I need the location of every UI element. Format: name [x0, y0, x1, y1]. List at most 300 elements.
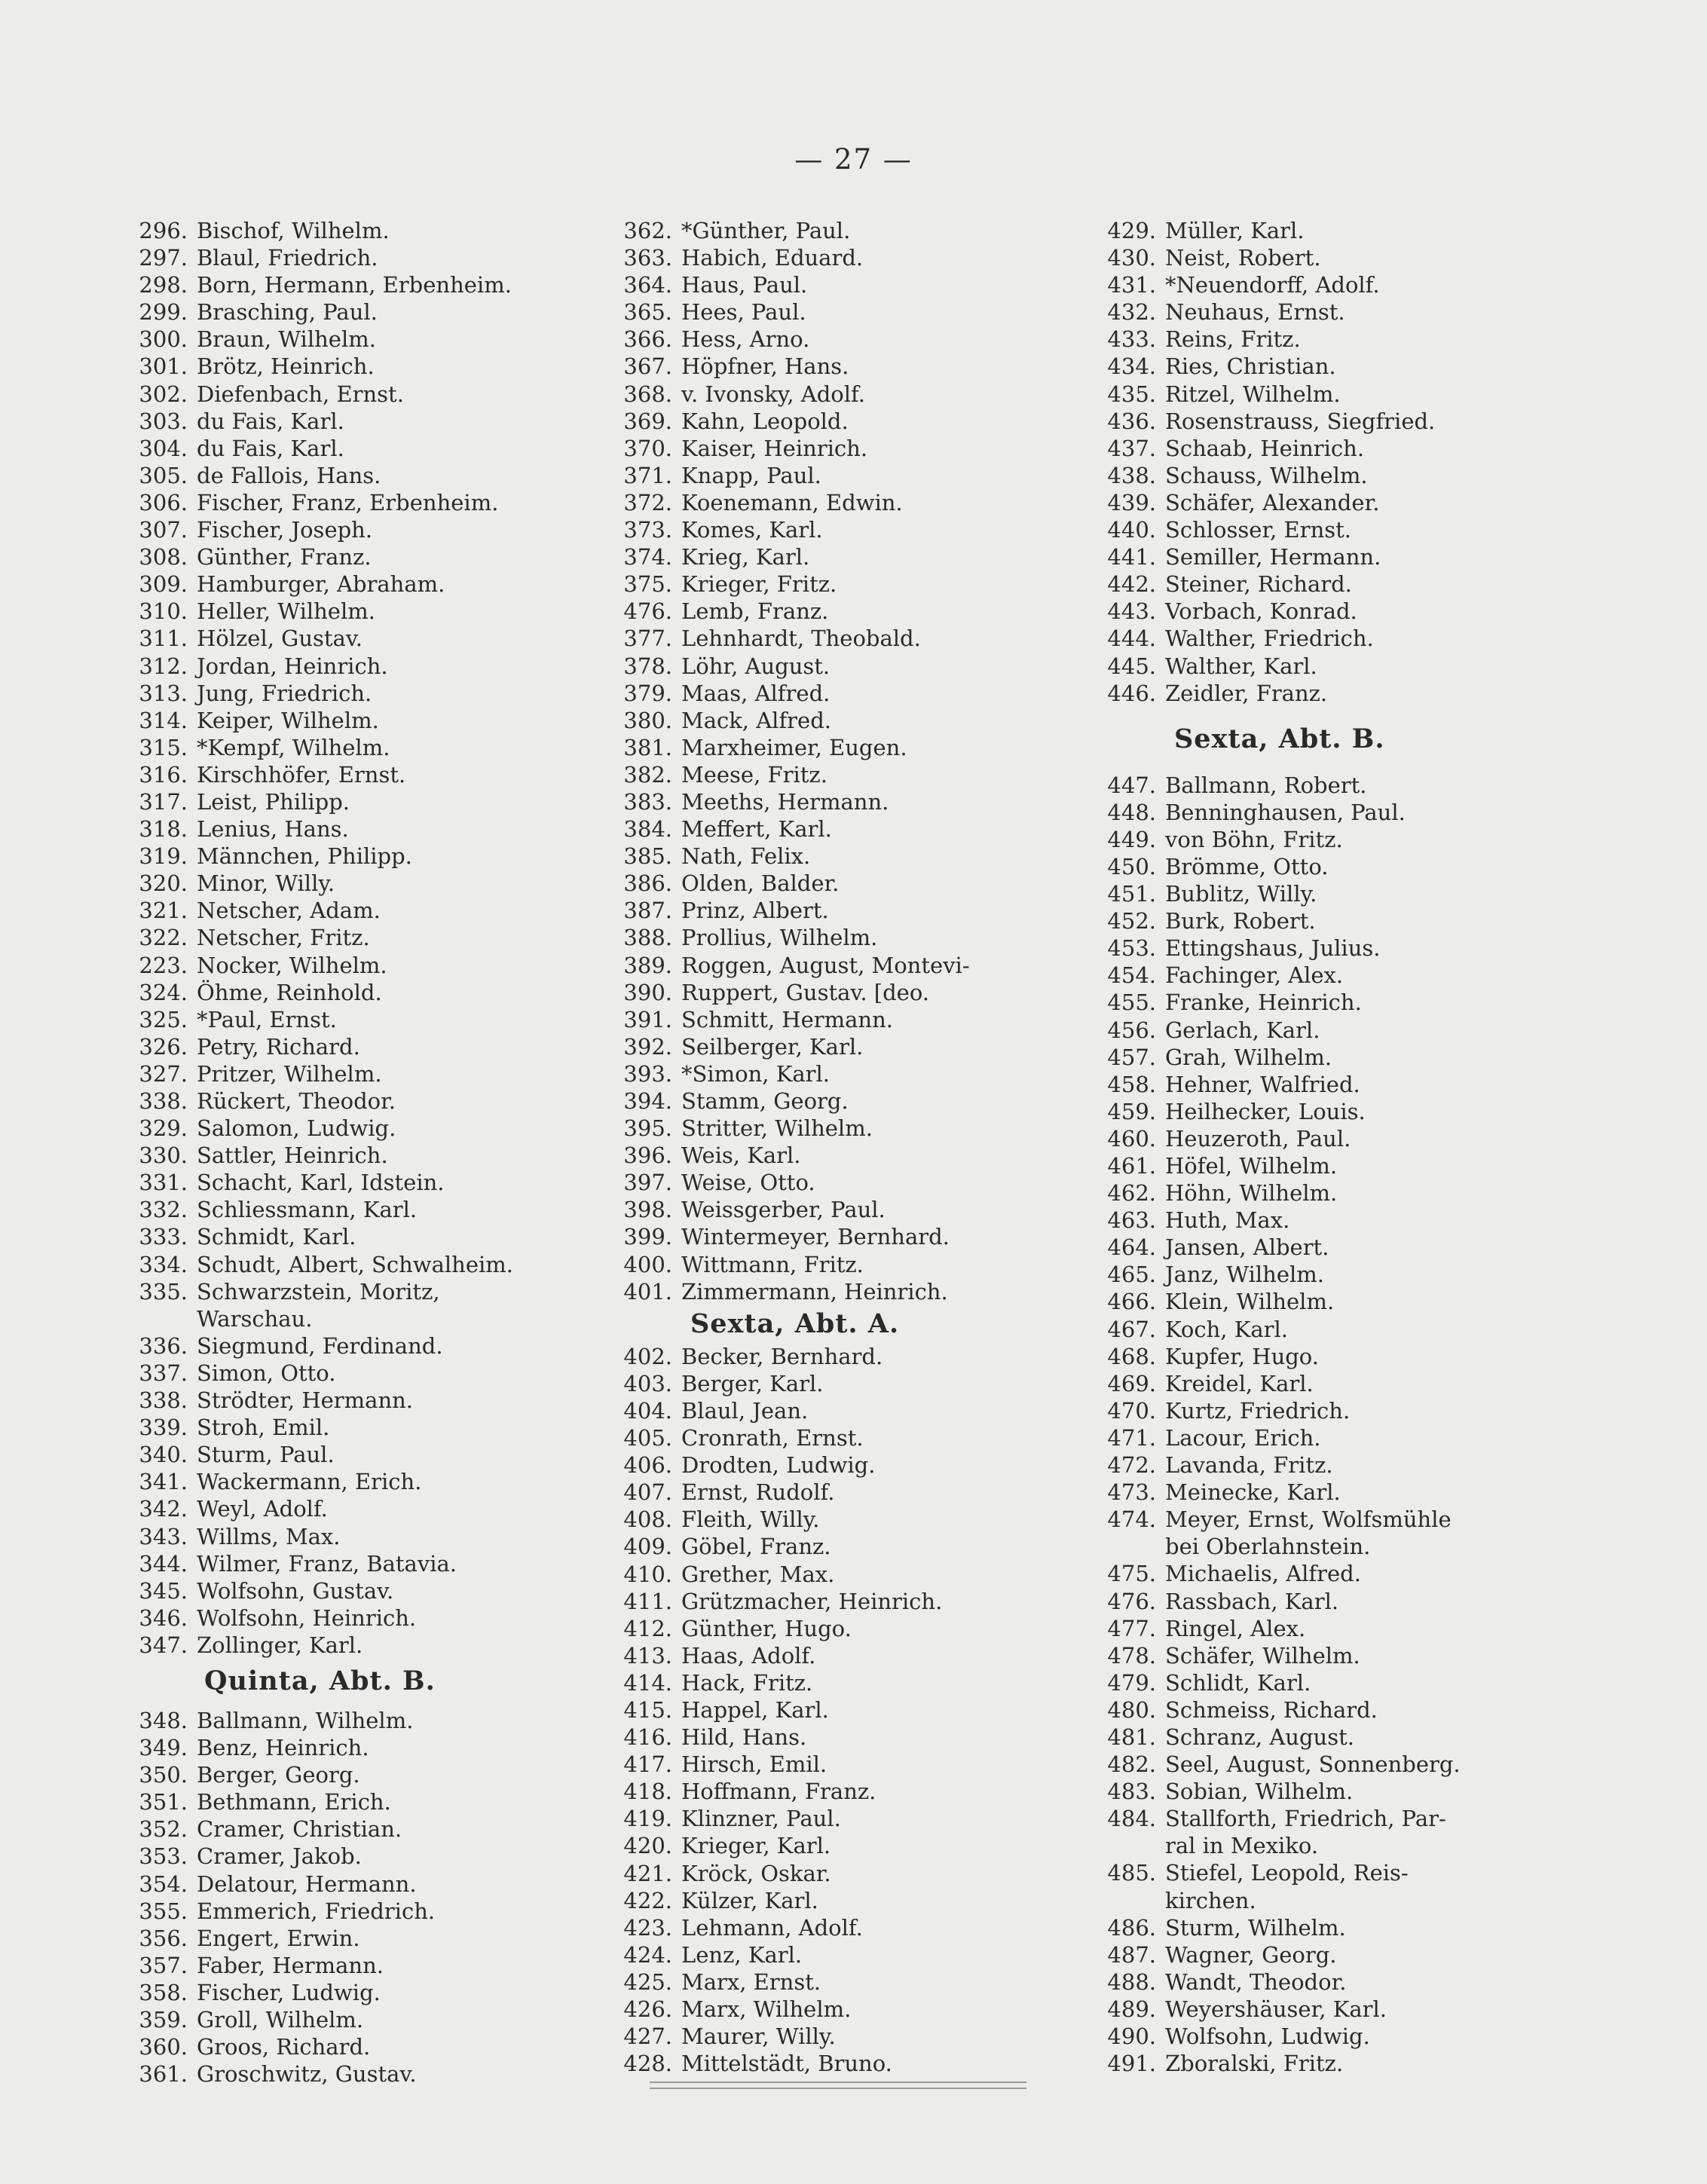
entry-name: Kahn, Leopold. [681, 408, 849, 434]
entry-name: Ballmann, Wilhelm. [197, 1707, 414, 1733]
entry-name: Groschwitz, Gustav. [197, 2061, 417, 2088]
entry-name: Lavanda, Fritz. [1165, 1452, 1333, 1479]
entry-number: 444. [1107, 626, 1156, 652]
list-entry [124, 1223, 577, 1250]
list-entry [1093, 516, 1575, 543]
entry-name: Bethmann, Erich. [197, 1789, 391, 1815]
entry-number: 375. [623, 571, 672, 598]
entry-name: Knapp, Paul. [681, 462, 821, 488]
entry-number: 361. [139, 2061, 188, 2088]
entry-number: 395. [623, 1115, 672, 1142]
entry-number: 410. [623, 1561, 672, 1587]
list-entry [609, 489, 1076, 516]
list-entry [609, 1033, 1076, 1060]
list-entry [124, 924, 577, 951]
entry-name: Stiefel, Leopold, Reis- [1165, 1860, 1409, 1886]
list-entry [124, 1387, 577, 1414]
entry-name: Komes, Karl. [681, 517, 823, 543]
entry-number: 481. [1107, 1724, 1156, 1750]
entry-number: 359. [139, 2007, 188, 2033]
entry-number: 468. [1107, 1343, 1156, 1369]
list-entry [1093, 772, 1575, 799]
list-entry [124, 1360, 577, 1387]
entry-number: 369. [623, 408, 672, 434]
list-entry [609, 1941, 1076, 1968]
entry-name: Ries, Christian. [1165, 353, 1336, 380]
entry-number: 344. [139, 1550, 188, 1577]
entry-name: Jansen, Albert. [1165, 1234, 1329, 1261]
entry-name: *Kempf, Wilhelm. [197, 734, 390, 760]
entry-number: 382. [623, 761, 672, 788]
entry-number: 335. [139, 1278, 188, 1305]
list-entry [124, 680, 577, 707]
list-entry [609, 1968, 1076, 1996]
entry-number: 406. [623, 1452, 672, 1479]
entry-name: Grützmacher, Heinrich. [681, 1588, 943, 1614]
entry-name: Stroh, Emil. [197, 1415, 330, 1441]
list-entry [124, 1278, 577, 1305]
entry-number: 400. [623, 1251, 672, 1277]
entry-name: Maurer, Willy. [681, 2023, 836, 2050]
list-entry [124, 761, 577, 788]
bottom-double-rule [650, 2082, 1026, 2089]
entry-number: 396. [623, 1142, 672, 1169]
entry-name: Ernst, Rudolf. [681, 1479, 835, 1506]
entry-number: 342. [139, 1496, 188, 1522]
entry-name: Happel, Karl. [681, 1696, 829, 1723]
entry-name: *Paul, Ernst. [197, 1006, 337, 1032]
entry-number: 469. [1107, 1370, 1156, 1396]
entry-name: Zeidler, Franz. [1165, 680, 1328, 706]
entry-name: Lemb, Franz. [681, 598, 829, 625]
list-entry [609, 1996, 1076, 2023]
list-entry [609, 1251, 1076, 1278]
entry-number: 351. [139, 1789, 188, 1815]
entry-number: 385. [623, 843, 672, 870]
list-entry [124, 298, 577, 326]
list-entry [1093, 326, 1575, 353]
entry-number: 318. [139, 816, 188, 843]
entry-number: 223. [139, 952, 188, 978]
entry-name: Neist, Robert. [1165, 245, 1321, 271]
entry-name: Wackermann, Erich. [197, 1469, 422, 1495]
entry-name: Semiller, Hermann. [1165, 544, 1381, 570]
entry-number: 372. [623, 489, 672, 515]
entry-name: Seilberger, Karl. [681, 1033, 864, 1060]
entry-name: Ruppert, Gustav. [deo. [681, 979, 930, 1005]
entry-name: Schmidt, Karl. [197, 1224, 356, 1250]
entry-name: Sattler, Heinrich. [197, 1142, 388, 1169]
list-entry [609, 1778, 1076, 1805]
entry-continuation [1093, 1832, 1575, 1859]
entry-name: Wandt, Theodor. [1165, 1968, 1347, 1995]
list-block [609, 1343, 1076, 2078]
entry-name: Pritzer, Wilhelm. [197, 1060, 382, 1087]
entry-number: 428. [623, 2051, 672, 2077]
entry-name: Marx, Ernst. [681, 1968, 821, 1995]
list-entry [124, 1142, 577, 1169]
list-entry [124, 1815, 577, 1843]
entry-name: Wittmann, Fritz. [681, 1251, 864, 1277]
list-entry [609, 2050, 1076, 2077]
list-entry [124, 1523, 577, 1550]
list-entry [1093, 1125, 1575, 1152]
list-entry [124, 952, 577, 979]
entry-number: 443. [1107, 598, 1156, 625]
entry-name: Reins, Fritz. [1165, 326, 1301, 353]
entry-number: 325. [139, 1006, 188, 1032]
entry-number: 312. [139, 653, 188, 679]
list-entry [1093, 853, 1575, 880]
entry-number: 438. [1107, 462, 1156, 488]
entry-number: 423. [623, 1914, 672, 1941]
list-entry [124, 1414, 577, 1441]
entry-name: Engert, Erwin. [197, 1925, 360, 1951]
list-entry [1093, 489, 1575, 516]
list-entry [1093, 1451, 1575, 1479]
list-entry [609, 326, 1076, 353]
list-entry [124, 870, 577, 897]
entry-number: 306. [139, 489, 188, 515]
list-entry [1093, 1370, 1575, 1397]
list-entry [609, 625, 1076, 652]
list-entry [609, 1169, 1076, 1196]
entry-name: Haas, Adolf. [681, 1642, 816, 1669]
entry-number: 313. [139, 680, 188, 706]
entry-number: 431. [1107, 272, 1156, 298]
entry-number: 461. [1107, 1153, 1156, 1179]
list-entry [609, 815, 1076, 843]
entry-number: 460. [1107, 1125, 1156, 1152]
list-entry [609, 788, 1076, 815]
entry-name: Nocker, Wilhelm. [197, 952, 387, 978]
list-entry [124, 1632, 577, 1659]
entry-name: Bublitz, Willy. [1165, 881, 1317, 907]
entry-number: 434. [1107, 353, 1156, 380]
list-entry [1093, 1996, 1575, 2023]
entry-number: 316. [139, 761, 188, 788]
entry-name: Fischer, Ludwig. [197, 1979, 381, 2005]
entry-number: 453. [1107, 935, 1156, 962]
list-entry [124, 271, 577, 298]
entry-number: 457. [1107, 1044, 1156, 1070]
entry-number: 308. [139, 544, 188, 570]
list-entry [609, 979, 1076, 1006]
entry-name: Schudt, Albert, Schwalheim. [197, 1251, 514, 1277]
entry-name: kirchen. [1165, 1887, 1256, 1913]
entry-name: Hoffmann, Franz. [681, 1779, 876, 1805]
entry-name: Lacour, Erich. [1165, 1424, 1321, 1451]
entry-name: Strödter, Hermann. [197, 1387, 414, 1414]
entry-number: 360. [139, 2034, 188, 2060]
entry-number: 322. [139, 925, 188, 951]
list-entry [124, 653, 577, 680]
list-entry [609, 1642, 1076, 1669]
entry-name: Olden, Balder. [681, 870, 840, 897]
entry-name: Prinz, Albert. [681, 898, 829, 924]
entry-continuation [1093, 1887, 1575, 1914]
list-entry [124, 707, 577, 734]
list-entry [124, 516, 577, 543]
list-entry [1093, 989, 1575, 1016]
entry-number: 373. [623, 517, 672, 543]
list-entry [609, 1696, 1076, 1724]
list-entry [124, 1761, 577, 1788]
entry-name: Löhr, August. [681, 653, 831, 679]
list-entry [1093, 381, 1575, 408]
entry-name: Wagner, Georg. [1165, 1941, 1337, 1968]
list-entry [609, 217, 1076, 244]
entry-number: 479. [1107, 1669, 1156, 1696]
list-entry [609, 462, 1076, 489]
entry-number: 362. [623, 218, 672, 243]
entry-number: 317. [139, 788, 188, 815]
list-entry [124, 1060, 577, 1087]
entry-name: Weyl, Adolf. [197, 1496, 328, 1522]
list-entry [1093, 1941, 1575, 1968]
entry-name: Stallforth, Friedrich, Par- [1165, 1806, 1446, 1832]
list-entry [124, 1604, 577, 1632]
entry-name: de Fallois, Hans. [197, 462, 381, 488]
entry-name: Sturm, Paul. [197, 1442, 335, 1468]
list-entry [1093, 880, 1575, 907]
entry-number: 458. [1107, 1071, 1156, 1097]
entry-name: Bischof, Wilhelm. [197, 218, 390, 243]
list-entry [124, 1577, 577, 1604]
list-entry [609, 1223, 1076, 1250]
list-entry [609, 1588, 1076, 1615]
entry-number: 397. [623, 1170, 672, 1196]
list-entry [124, 815, 577, 843]
list-entry [609, 1087, 1076, 1115]
list-entry [609, 924, 1076, 951]
entry-number: 394. [623, 1088, 672, 1114]
entry-number: 352. [139, 1816, 188, 1843]
list-entry [124, 979, 577, 1006]
entry-number: 485. [1107, 1860, 1156, 1886]
entry-number: 297. [139, 245, 188, 271]
entry-number: 463. [1107, 1207, 1156, 1234]
entry-name: Roggen, August, Montevi- [681, 952, 970, 978]
entry-number: 473. [1107, 1479, 1156, 1506]
entry-name: Schmitt, Hermann. [681, 1006, 893, 1032]
list-entry [1093, 1642, 1575, 1669]
entry-number: 339. [139, 1415, 188, 1441]
list-entry [609, 1805, 1076, 1832]
entry-name: Jung, Friedrich. [197, 680, 372, 706]
entry-name: Minor, Willy. [197, 870, 335, 897]
entry-name: Stritter, Wilhelm. [681, 1115, 873, 1142]
entry-number: 340. [139, 1442, 188, 1468]
entry-number: 455. [1107, 990, 1156, 1016]
entry-number: 416. [623, 1724, 672, 1751]
list-entry [609, 897, 1076, 924]
entry-name: Seel, August, Sonnenberg. [1165, 1751, 1461, 1778]
list-entry [609, 1424, 1076, 1451]
entry-number: 407. [623, 1479, 672, 1506]
entry-name: Hölzel, Gustav. [197, 626, 363, 652]
entry-name: Wintermeyer, Bernhard. [681, 1224, 950, 1250]
list-entry [124, 1169, 577, 1196]
entry-name: Walther, Friedrich. [1165, 626, 1374, 652]
entry-number: 451. [1107, 881, 1156, 907]
entry-name: *Simon, Karl. [681, 1060, 831, 1087]
list-entry [1093, 1207, 1575, 1234]
entry-name: Hamburger, Abraham. [197, 571, 445, 598]
list-entry [609, 1479, 1076, 1506]
list-entry [124, 1441, 577, 1468]
entry-number: 338. [139, 1088, 188, 1114]
entry-name: Rassbach, Karl. [1165, 1588, 1339, 1614]
list-entry [1093, 1179, 1575, 1207]
entry-number: 337. [139, 1360, 188, 1386]
entry-name: Ringel, Alex. [1165, 1615, 1306, 1641]
entry-name: Mack, Alfred. [681, 707, 831, 733]
list-entry [124, 1734, 577, 1761]
list-entry [124, 1925, 577, 1952]
entry-name: Schauss, Wilhelm. [1165, 462, 1368, 488]
entry-number: 319. [139, 843, 188, 870]
list-entry [124, 1468, 577, 1495]
list-entry [609, 1343, 1076, 1370]
entry-name: Burk, Robert. [1165, 908, 1316, 934]
entry-number: 338. [139, 1387, 188, 1414]
entry-name: Weissgerber, Paul. [681, 1197, 886, 1223]
entry-name: Jordan, Heinrich. [197, 653, 388, 679]
entry-number: 454. [1107, 962, 1156, 989]
entry-number: 333. [139, 1224, 188, 1250]
entry-number: 482. [1107, 1751, 1156, 1778]
entry-number: 341. [139, 1469, 188, 1495]
list-entry [609, 1533, 1076, 1560]
entry-name: Michaelis, Alfred. [1165, 1561, 1361, 1587]
entry-name: Grether, Max. [681, 1561, 835, 1587]
entry-name: Neuhaus, Ernst. [1165, 299, 1345, 326]
entry-name: Delatour, Hermann. [197, 1870, 417, 1897]
entry-name: Wolfsohn, Heinrich. [197, 1604, 417, 1631]
list-entry [124, 1033, 577, 1060]
list-entry [124, 1788, 577, 1815]
entry-name: Fischer, Franz, Erbenheim. [197, 489, 499, 515]
column-left [124, 217, 577, 2088]
list-entry [124, 543, 577, 570]
entry-number: 380. [623, 707, 672, 733]
entry-name: Kirschhöfer, Ernst. [197, 761, 406, 788]
entry-number: 450. [1107, 853, 1156, 879]
list-entry [609, 298, 1076, 326]
entry-name: Ritzel, Wilhelm. [1165, 381, 1341, 407]
entry-number: 424. [623, 1941, 672, 1968]
entry-number: 459. [1107, 1098, 1156, 1124]
list-entry [124, 734, 577, 761]
entry-number: 484. [1107, 1806, 1156, 1832]
list-entry [124, 1870, 577, 1898]
list-entry [609, 707, 1076, 734]
entry-name: Simon, Otto. [197, 1360, 336, 1386]
list-entry [1093, 570, 1575, 598]
list-entry [1093, 244, 1575, 271]
list-entry [124, 381, 577, 408]
list-entry [1093, 1288, 1575, 1315]
entry-name: Heller, Wilhelm. [197, 598, 375, 625]
entry-number: 304. [139, 435, 188, 461]
entry-number: 467. [1107, 1316, 1156, 1342]
list-entry [609, 381, 1076, 408]
list-block [1093, 217, 1575, 707]
list-entry [1093, 1560, 1575, 1587]
list-entry [609, 1506, 1076, 1533]
list-entry [1093, 408, 1575, 435]
list-entry [1093, 1859, 1575, 1886]
list-entry [609, 2023, 1076, 2050]
list-entry [1093, 1424, 1575, 1451]
entry-number: 440. [1107, 517, 1156, 543]
entry-name: Männchen, Philipp. [197, 843, 412, 870]
entry-number: 392. [623, 1033, 672, 1060]
list-entry [1093, 826, 1575, 853]
entry-number: 350. [139, 1762, 188, 1788]
entry-number: 491. [1107, 2051, 1156, 2077]
entry-number: 388. [623, 925, 672, 951]
entry-number: 381. [623, 734, 672, 760]
entry-number: 320. [139, 870, 188, 897]
entry-name: Krieger, Fritz. [681, 571, 837, 598]
list-entry [1093, 353, 1575, 380]
entry-name: Schliessmann, Karl. [197, 1197, 418, 1223]
list-entry [124, 217, 577, 244]
list-entry [609, 570, 1076, 598]
entry-name: Heilhecker, Louis. [1165, 1098, 1366, 1124]
entry-name: Habich, Eduard. [681, 245, 864, 271]
entry-number: 427. [623, 2023, 672, 2050]
entry-name: Prollius, Wilhelm. [681, 925, 878, 951]
entry-number: 437. [1107, 435, 1156, 461]
entry-number: 307. [139, 517, 188, 543]
list-entry [124, 2060, 577, 2088]
entry-name: Vorbach, Konrad. [1165, 598, 1357, 625]
list-entry [1093, 680, 1575, 707]
entry-name: Zboralski, Fritz. [1165, 2051, 1344, 2077]
list-entry [609, 761, 1076, 788]
entry-number: 480. [1107, 1696, 1156, 1723]
list-entry [124, 1550, 577, 1577]
entry-number: 474. [1107, 1506, 1156, 1533]
list-entry [124, 625, 577, 652]
entry-name: Ballmann, Robert. [1165, 772, 1367, 798]
list-entry [1093, 1696, 1575, 1724]
entry-name: Höfel, Wilhelm. [1165, 1153, 1338, 1179]
list-entry [609, 1142, 1076, 1169]
entry-number: 465. [1107, 1262, 1156, 1288]
entry-name: Franke, Heinrich. [1165, 990, 1362, 1016]
entry-number: 436. [1107, 408, 1156, 434]
entry-number: 478. [1107, 1642, 1156, 1669]
list-entry [1093, 1968, 1575, 1996]
list-block [124, 1707, 577, 2088]
entry-number: 452. [1107, 908, 1156, 934]
entry-name: Klinzner, Paul. [681, 1806, 841, 1832]
entry-name: Brasching, Paul. [197, 299, 378, 326]
entry-name: Rückert, Theodor. [197, 1088, 396, 1114]
entry-name: Klein, Wilhelm. [1165, 1289, 1335, 1315]
entry-name: von Böhn, Fritz. [1165, 826, 1343, 852]
list-entry [609, 843, 1076, 870]
list-entry [1093, 653, 1575, 680]
page-number: — 27 — [794, 143, 913, 176]
entry-name: Weise, Otto. [681, 1170, 815, 1196]
entry-name: Berger, Karl. [681, 1370, 824, 1396]
list-entry [609, 1115, 1076, 1142]
